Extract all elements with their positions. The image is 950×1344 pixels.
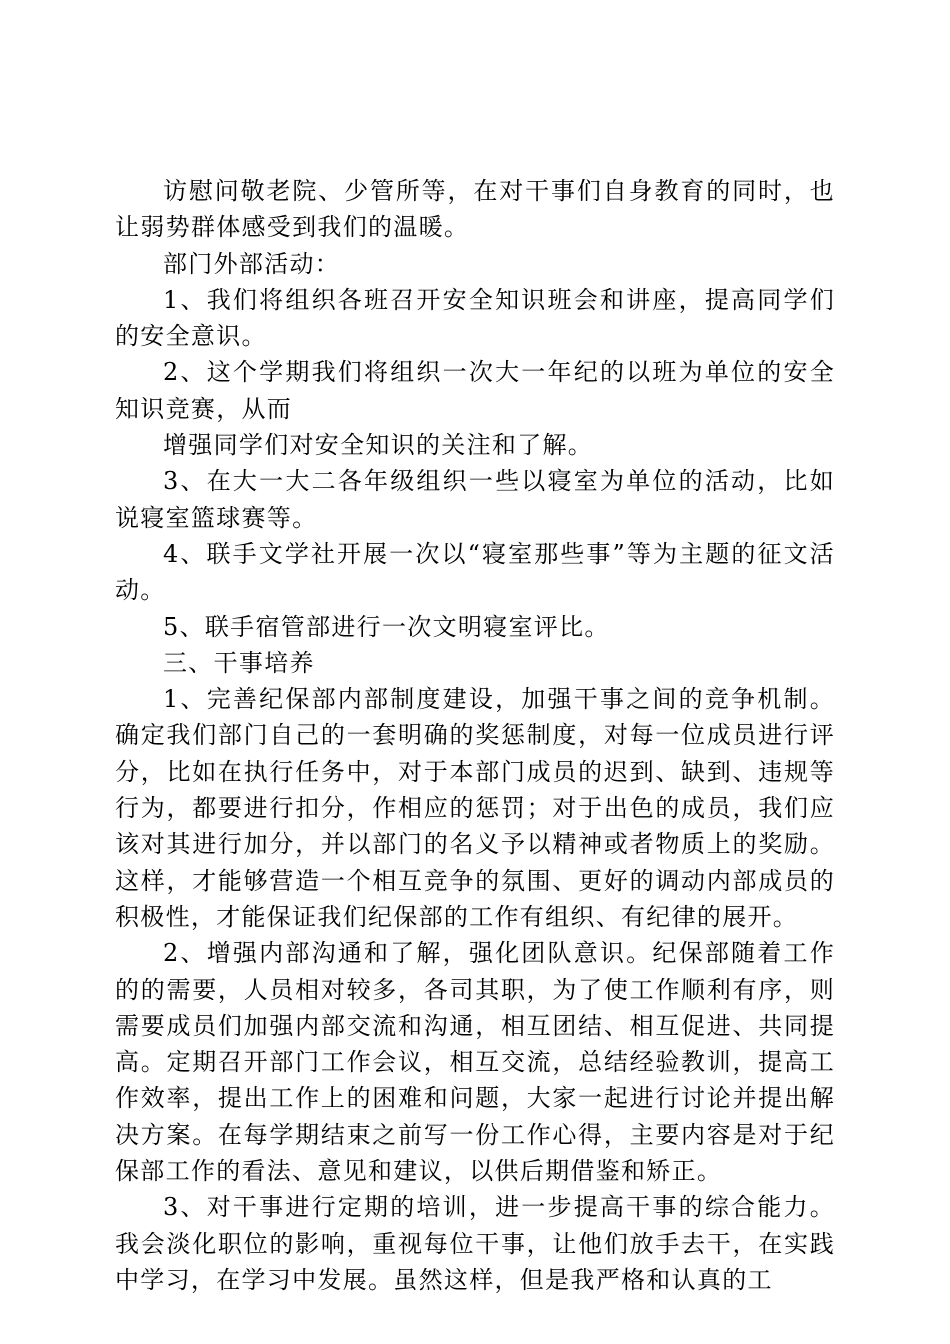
document-body <box>115 173 835 1298</box>
list-item-dorm-activities: 3、在大一大二各年级组织一些以寝室为单位的活动，比如说寝室篮球赛等。 <box>115 467 835 532</box>
list-item-essay-contest: 4、联手文学社开展一次以“寝室那些事”等为主题的征文活动。 <box>115 539 835 605</box>
list-item-internal-system: 1、完善纪保部内部制度建设，加强干事之间的竞争机制。确定我们部门自己的一套明确的奖惩制度，对每一位成员进行评分，比如在执行任务中，对于本部门成员的迟到、缺到、违规等行为，都要进行扣分，作相应的惩罚；对于出色的成员，我们应该对其进行加分，并以部门的名义予以精神或者物质上的奖励。这样，才能够营造一个相互竞争的氛围、更好的调动内部成员的积极性，才能保证我们纪保部的工作有组织、有纪律的展开。 <box>115 685 835 931</box>
list-item-dorm-evaluation: 5、联手宿管部进行一次文明寝室评比。 <box>163 612 610 641</box>
list-item-regular-training: 3、对干事进行定期的培训，进一步提高干事的综合能力。我会淡化职位的影响，重视每位干事，让他们放手去干，在实践中学习，在学习中发展。虽然这样，但是我严格和认真的工 <box>115 1193 835 1294</box>
list-item-safety-contest: 2、这个学期我们将组织一次大一年纪的以班为单位的安全知识竞赛，从而 <box>115 358 835 423</box>
heading-external-activities: 部门外部活动： <box>163 249 341 278</box>
list-item-safety-meeting: 1、我们将组织各班召开安全知识班会和讲座，提高同学们的安全意识。 <box>115 285 835 351</box>
paragraph-continuation: 增强同学们对安全知识的关注和了解。 <box>163 431 594 460</box>
heading-staff-training: 三、干事培养 <box>163 648 315 677</box>
list-item-internal-communication: 2、增强内部沟通和了解，强化团队意识。纪保部随着工作的的需要，人员相对较多，各司其职，为了使工作顺利有序，则需要成员们加强内部交流和沟通，相互团结、相互促进、共同提高。定期召开部门工作会议，相互交流，总结经验教训，提高工作效率，提出工作上的困难和问题，大家一起进行讨论并提出解决方案。在每学期结束之前写一份工作心得，主要内容是对于纪保部工作的看法、意见和建议，以供后期借鉴和矫正。 <box>115 939 835 1186</box>
paragraph-visit-activities: 访慰问敬老院、少管所等，在对干事们自身教育的同时，也让弱势群体感受到我们的温暖。 <box>115 177 835 242</box>
